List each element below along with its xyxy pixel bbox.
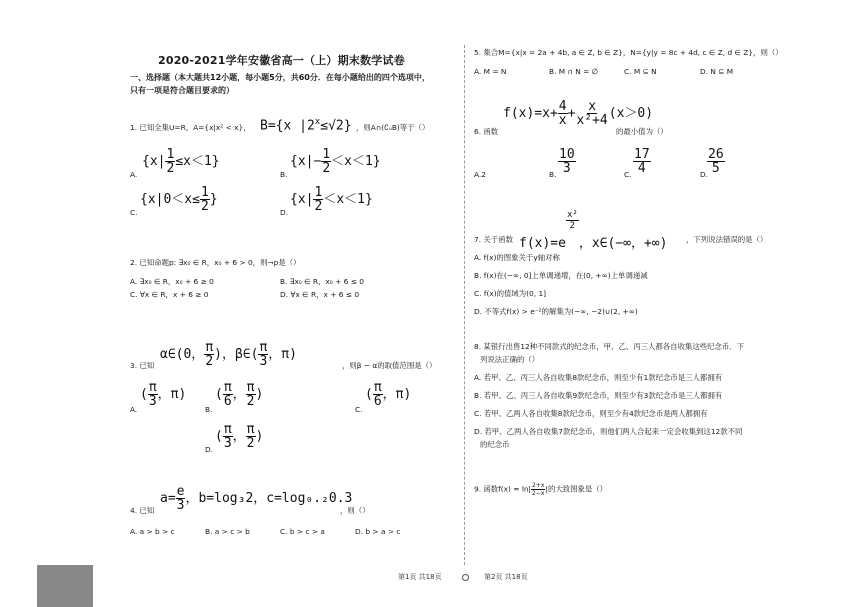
question-1-number: 1.: [130, 123, 138, 132]
question-2-option-b[interactable]: B. ∃x₀ ∈ R，x₀ + 6 ≤ 0: [280, 277, 364, 286]
question-6-label: 6. 函数: [474, 127, 499, 136]
question-1-option-a[interactable]: {x| $\frac{1}{2}$ ≤x＜1}: [142, 147, 220, 176]
question-5-stem: 5. 集合M={x|x = 2a + 4b, a ∈ Z, b ∈ Z}，N={y|y = 8c + 4d, c ∈ Z, d ∈ Z}，则（）: [474, 48, 783, 57]
column-divider: [464, 45, 465, 565]
question-1-option-b-label: B.: [280, 170, 288, 179]
question-5-option-a[interactable]: A. M = N: [474, 67, 507, 76]
binding-hole-icon: [462, 574, 469, 581]
question-4-option-b[interactable]: B. a > c > b: [205, 527, 250, 536]
question-1-stem-a: 已知全集U=R，A={x|x² < x}，: [139, 123, 251, 132]
footer-page-right: 第2页 共18页: [484, 573, 528, 581]
question-1-option-b[interactable]: {x|− $\frac{1}{2}$ ＜x＜1}: [290, 147, 381, 176]
question-3-option-b-label: B.: [205, 405, 213, 414]
corner-gray-box: [37, 565, 93, 607]
question-2-option-a[interactable]: A. ∃x₀ ∈ R，x₀ + 6 ≥ 0: [130, 277, 214, 286]
section-heading-line1: 一、选择题（本大题共12小题，每小题5分，共60分．在每小题给出的四个选项中，: [130, 73, 430, 82]
question-5-option-b[interactable]: B. M ∩ N = ∅: [549, 67, 599, 76]
question-4-option-a[interactable]: A. a > b > c: [130, 527, 175, 536]
question-5-option-c[interactable]: C. M ⊆ N: [624, 67, 657, 76]
question-7-option-c[interactable]: C. f(x)的值域为(0, 1]: [474, 289, 547, 298]
question-3-formula: α∈(0， $\frac{\pi}{2}$ )，β∈( $\frac{\pi}{3}$ ，π): [160, 340, 297, 369]
question-6-tail: 的最小值为（）: [616, 127, 668, 136]
question-6-option-b-label: B.: [549, 170, 557, 179]
question-2-stem: 2. 已知命题p: ∃x₀ ∈ R，x₀ + 6 > 0，则¬p是（）: [130, 258, 301, 267]
question-1-option-c-label: C.: [130, 208, 138, 217]
question-3-option-b[interactable]: ( $\frac{\pi}{6}$ ， $\frac{\pi}{2}$ ): [215, 380, 264, 409]
question-3-option-d[interactable]: ( $\frac{\pi}{3}$ ， $\frac{\pi}{2}$ ): [215, 422, 264, 451]
question-8-option-a[interactable]: A. 若甲、乙、丙三人各自收集8款纪念币，则至少有1款纪念币是三人都拥有: [474, 373, 723, 382]
question-1-set-b: B={x $|2^x\le√2$}: [260, 117, 352, 134]
question-6-option-b[interactable]: $\frac{10}{3}$: [559, 147, 575, 176]
question-8-stem-line1: 8. 某银行出售12种不同款式的纪念币，甲、乙、丙三人都各自收集这些纪念币．下: [474, 342, 745, 351]
question-8-option-b[interactable]: B. 若甲、乙、丙三人各自收集9款纪念币，则至少有3款纪念币是三人都拥有: [474, 391, 723, 400]
question-4-label: 4. 已知: [130, 506, 155, 515]
question-7-option-b[interactable]: B. f(x)在(−∞, 0]上单调递增，在(0, +∞)上单调递减: [474, 271, 648, 280]
exam-title: 2020-2021学年安徽省高一（上）期末数学试卷: [158, 54, 405, 67]
question-3-option-c-label: C.: [355, 405, 363, 414]
question-8-option-d-line1[interactable]: D. 若甲、乙两人各自收集7款纪念币，则他们两人合起来一定会收集到这12款不同: [474, 427, 743, 436]
question-4-tail: ，则（）: [340, 506, 370, 515]
question-2-option-c[interactable]: C. ∀x ∈ R，x + 6 ≥ 0: [130, 290, 209, 299]
question-2-option-d[interactable]: D. ∀x ∈ R，x + 6 ≤ 0: [280, 290, 360, 299]
question-7-option-d[interactable]: D. 不等式f(x) > e⁻²的解集为(−∞, −2)∪(2, +∞): [474, 307, 638, 316]
question-7-label: 7. 关于函数: [474, 235, 513, 244]
question-1-option-a-label: A.: [130, 170, 138, 179]
question-1-stem: [130, 123, 251, 133]
footer-page-left: 第1页 共18页: [398, 573, 442, 581]
question-1-option-d-label: D.: [280, 208, 289, 217]
question-6-option-d[interactable]: $\frac{26}{5}$: [708, 147, 724, 176]
question-3-option-a-label: A.: [130, 405, 138, 414]
question-4-formula: a= $\frac{e}{3}$ ，b=log₃2，c=log₀.₂0.3: [160, 484, 353, 513]
question-1-option-c[interactable]: {x|0＜x≤ $\frac{1}{2}$ }: [140, 185, 218, 214]
question-4-option-d[interactable]: D. b > a > c: [355, 527, 401, 536]
question-1-stem-b: ，则A∩(∁ᵤB)等于（）: [356, 123, 430, 132]
question-6-option-c[interactable]: $\frac{17}{4}$: [634, 147, 650, 176]
question-4-option-c[interactable]: C. b > c > a: [280, 527, 325, 536]
question-8-option-d-line2: 的纪念币: [480, 440, 510, 449]
question-3-option-d-label: D.: [205, 445, 214, 454]
question-3-label: 3. 已知: [130, 361, 155, 370]
question-6-formula: f(x)=x+ $\frac{4}{x}$ + $\frac{x}{\text{x²+4}}$ (x＞0): [503, 99, 654, 128]
question-6-option-d-label: D.: [700, 170, 709, 179]
question-8-stem-line2: 列说法正确的（）: [480, 355, 540, 364]
question-9-stem: 9. 函数f(x) = ln| $\frac{2+x}{2-x}$ |的大致图象是（）: [474, 482, 608, 497]
question-7-formula: f(x)=e $\frac{\text{x²}}{2}$ ，x∈(−∞，+∞): [519, 210, 668, 251]
question-8-option-c[interactable]: C. 若甲、乙两人各自收集8款纪念币，则至少有4款纪念币是两人都拥有: [474, 409, 708, 418]
question-7-option-a[interactable]: A. f(x)的图象关于y轴对称: [474, 253, 560, 262]
question-6-option-a[interactable]: A.2: [474, 170, 486, 179]
question-5-option-d[interactable]: D. N ⊆ M: [700, 67, 734, 76]
question-1-option-d[interactable]: {x| $\frac{1}{2}$ ＜x＜1}: [290, 185, 373, 214]
question-3-option-c[interactable]: ( $\frac{\pi}{6}$ ，π): [365, 380, 412, 409]
section-heading-line2: 只有一项是符合题目要求的）: [130, 86, 234, 95]
question-3-tail: ，则β − α的取值范围是（）: [342, 361, 437, 370]
question-6-option-c-label: C.: [624, 170, 632, 179]
question-3-option-a[interactable]: ( $\frac{\pi}{3}$ ，π): [140, 380, 187, 409]
question-7-tail: ，下列说法错误的是（）: [686, 235, 768, 244]
